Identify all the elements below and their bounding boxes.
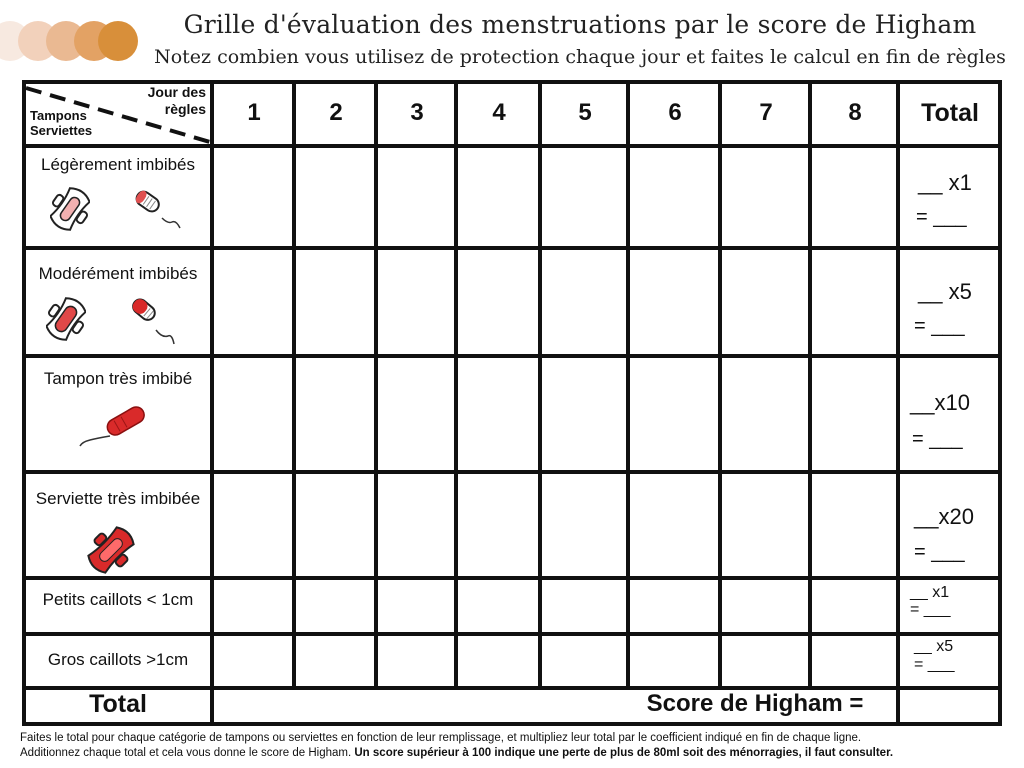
row-moderate-multiplier: __ x5 (918, 279, 972, 304)
day-header-2: 2 (329, 99, 343, 126)
day-header-1: 1 (247, 99, 261, 126)
page-title: Grille d'évaluation des menstruations par le score de Higham (183, 10, 977, 39)
corner-protection-label (30, 108, 92, 138)
row-label-pad-soaked: Serviette très imbibée (35, 489, 201, 508)
row-label-tampon-soaked: Tampon très imbibé (43, 369, 193, 388)
corner-day-label: Jour des règles (147, 84, 206, 117)
day-header-5: 5 (578, 99, 592, 126)
row-pad-soaked-result: = ___ (914, 541, 965, 563)
instructions-warning: Un score supérieur à 100 indique une perte de plus de 80ml soit des ménorragies, il faut consulter. (354, 747, 894, 759)
tampon-light-icon (128, 190, 184, 236)
corner-serviettes-label: Serviettes (30, 123, 93, 138)
row-label-large-clots: Gros caillots >1cm (47, 650, 189, 669)
day-header-6: 6 (668, 99, 682, 126)
row-label-light: Légèrement imbibés (40, 155, 196, 174)
row-tampon-soaked-result: = ___ (912, 428, 963, 450)
tampon-soaked-icon (76, 400, 152, 452)
total-column-header: Total (921, 99, 979, 127)
row-small-clots-result: = ___ (910, 601, 951, 618)
row-light-multiplier: __ x1 (918, 170, 972, 195)
day-header-7: 7 (759, 99, 773, 126)
row-label-moderate: Modérément imbibés (38, 264, 198, 283)
row-small-clots-multiplier: __ x1 (910, 584, 950, 601)
row-tampon-soaked-multiplier: __x10 (910, 390, 970, 415)
corner-tampons-label: Tampons (30, 108, 87, 123)
page-subtitle: Notez combien vous utilisez de protection chaque jour et faites le calcul en fin de règles (154, 46, 1006, 68)
moon-phase-5 (98, 21, 138, 61)
day-header-3: 3 (410, 99, 424, 126)
row-large-clots-result: = ___ (914, 656, 955, 673)
row-label-small-clots: Petits caillots < 1cm (42, 590, 194, 609)
day-header-8: 8 (848, 99, 862, 126)
row-pad-soaked-multiplier: __x20 (914, 504, 974, 529)
pad-moderate-icon (46, 296, 86, 342)
instructions-line-2 (20, 746, 1010, 761)
instructions-note (20, 731, 1010, 761)
instructions-line-2-plain: Additionnez chaque total et cela vous donne le score de Higham. (20, 747, 352, 759)
instructions-line-1: Faites le total pour chaque catégorie de tampons ou serviettes en fonction de leur remplissage, et multipliez leur total par le coefficient indiqué en fin de chaque ligne. (20, 732, 862, 744)
row-large-clots-multiplier: __ x5 (914, 638, 954, 655)
row-light-result: = ___ (916, 206, 967, 228)
footer-total-label: Total (89, 690, 147, 718)
row-moderate-result: = ___ (914, 315, 965, 337)
tampon-moderate-icon (124, 298, 180, 348)
pad-light-icon (50, 186, 90, 232)
moon-phases-logo (0, 18, 140, 64)
pad-soaked-icon (86, 524, 136, 576)
day-header-4: 4 (492, 99, 506, 126)
higham-score-label: Score de Higham = (646, 690, 864, 717)
